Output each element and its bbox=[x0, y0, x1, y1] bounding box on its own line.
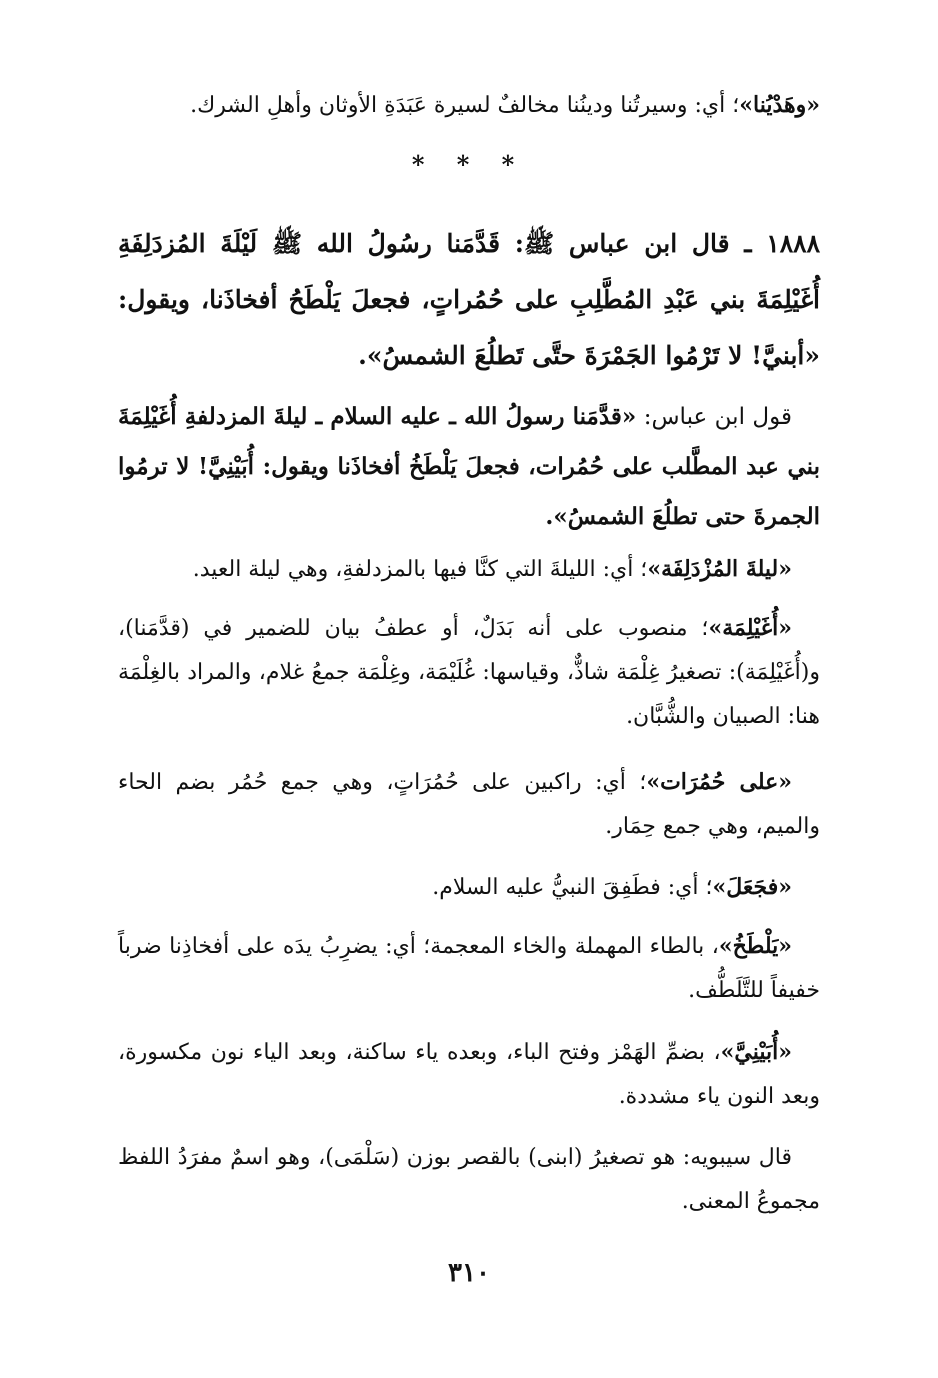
commentary-p6-text: ، بالطاء المهملة والخاء المعجمة؛ أي: يضرِبُ يدَه على أفخاذِنا ضرباً خفيفاً للتَّلَطُّف. bbox=[118, 934, 820, 1003]
page-number: ٣١٠ bbox=[448, 1258, 490, 1288]
section-separator: * * * bbox=[411, 150, 527, 179]
commentary-p2-term: «ليلةَ المُزْدَلِفَة» bbox=[647, 556, 792, 582]
commentary-p3-text: ؛ منصوب على أنه بَدَلٌ، أو عطفُ بيان للضمير في (قدَّمَنا)، و(أُغَيْلِمَة): تصغيرُ غِلْمَة شاذٌّ، وقياسها: غُلَيْمَة، وغِلْمَة جمعُ غلام، والمراد بالغِلْمَة هنا: الصبيان والشُّبَّان. bbox=[118, 616, 820, 729]
commentary-p3-term: «أُغَيْلِمَة» bbox=[708, 615, 792, 641]
commentary-p8-text: قال سيبويه: هو تصغيرُ (ابنى) بالقصر بوزن (سَلْمَى)، وهو اسمٌ مفرَدُ اللفظ مجموعُ المعنى. bbox=[118, 1145, 820, 1214]
commentary-p3 bbox=[118, 606, 820, 739]
commentary-p1-lead: قول ابن عباس: bbox=[636, 404, 792, 430]
commentary-p4-term: «على حُمُرَات» bbox=[646, 769, 792, 795]
hadith-paragraph: ١٨٨٨ ـ قال ابن عباس ﷺ: قَدَّمَنا رسُولُ الله ﷺ لَيْلَةَ المُزدَلِفَةِ أُغَيْلِمَةَ بني عَبْدِ المُطَّلِبِ على حُمُراتٍ، فجعلَ يَلْطَحُ أفخاذَنا، ويقول: «أبنيَّ! لا تَرْمُوا الجَمْرَةَ حتَّى تَطلُعَ الشمسُ». bbox=[118, 229, 820, 370]
commentary-p2 bbox=[118, 552, 820, 587]
commentary-p7-term: «أُبَيْنِيَّ» bbox=[720, 1039, 792, 1065]
commentary-p6 bbox=[118, 924, 820, 1013]
intro-text: ؛ أي: وسيرتُنا ودينُنا مخالفٌ لسيرة عَبَدَةِ الأوثان وأهلِ الشرك. bbox=[190, 93, 740, 118]
intro-paragraph bbox=[118, 88, 820, 123]
commentary-p5-term: «فجَعَلَ» bbox=[712, 874, 792, 900]
commentary-p8 bbox=[118, 1136, 820, 1224]
commentary-p4 bbox=[118, 760, 820, 849]
commentary-p2-text: ؛ أي: الليلةَ التي كنَّا فيها بالمزدلفةِ، وهي ليلة العيد. bbox=[192, 557, 648, 582]
commentary-p4-text: ؛ أي: راكبين على حُمُرَاتٍ، وهي جمع حُمُر بضم الحاء والميم، وهي جمع حِمَار. bbox=[118, 770, 820, 839]
commentary-p5 bbox=[118, 870, 820, 905]
commentary-p1-quote: «قدَّمَنا رسولُ الله ـ عليه السلام ـ ليلةَ المزدلفةِ أُغَيْلِمَةَ بني عبد المطَّلب على حُمُرات، فجعلَ يَلْطَخُ أفخاذَنا ويقول: أُبَيْنِيَّ! لا ترمُوا الجمرةَ حتى تطلُعَ الشمسُ». bbox=[118, 403, 820, 530]
commentary-p7-text: ، بضمِّ الهَمْز وفتح الباء، وبعده ياء ساكنة، وبعد الياء نون مكسورة، وبعد النون ياء مشددة. bbox=[118, 1040, 820, 1109]
commentary-p6-term: «يَلْطَخُ» bbox=[718, 933, 792, 959]
commentary-p5-text: ؛ أي: فطَفِقَ النبيُّ عليه السلام. bbox=[432, 875, 713, 900]
commentary-p1 bbox=[118, 392, 820, 542]
commentary-p7 bbox=[118, 1030, 820, 1119]
intro-term: «وهَدْيُنا» bbox=[739, 92, 820, 118]
